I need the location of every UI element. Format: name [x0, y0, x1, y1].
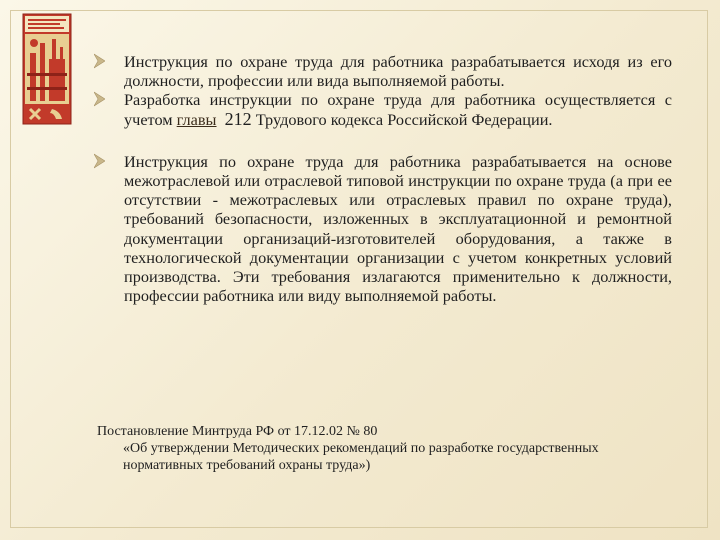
bullet-text-after: Трудового кодекса Российской Федерации.	[251, 109, 553, 129]
bullet-text: Инструкция по охране труда для работника разрабатывается на основе межотраслевой или отраслевой типовой инструкции по охране труда (а при ее отсутствии - межотраслевых или отраслевых правил по охране труда), требований безопасности, изложенных в эксплуатационной и ремонтной документации организаций-изготовителей оборудования, а также в технологической документации организации с учетом конкретных условий производства. Эти требования излагаются применительно к должности, профессии работника или виду выполняемой работы.	[124, 151, 672, 306]
source-footnote	[97, 423, 657, 474]
chapter-link[interactable]: главы	[176, 109, 217, 129]
factory-emblem-icon	[22, 13, 72, 125]
bullet-list	[94, 52, 672, 305]
footnote-line-2: «Об утверждении Методических рекомендаций по разработке государственных нормативных требований охраны труда»)	[123, 441, 599, 473]
arrow-bullet-icon	[94, 153, 105, 169]
chapter-number: 212	[224, 108, 252, 129]
bullet-text-before: Разработка инструкции по охране труда для работника осуществляется с учетом	[124, 90, 672, 129]
footnote-line-1: Постановление Минтруда РФ от 17.12.02 № 80	[97, 424, 378, 439]
arrow-bullet-icon	[94, 91, 105, 107]
bullet-item	[94, 90, 672, 128]
bullet-item	[94, 52, 672, 90]
bullet-text: Инструкция по охране труда для работника разрабатывается исходя из его должности, профессии или вида выполняемой работы.	[124, 52, 672, 91]
arrow-bullet-icon	[94, 53, 105, 69]
bullet-item	[94, 152, 672, 306]
